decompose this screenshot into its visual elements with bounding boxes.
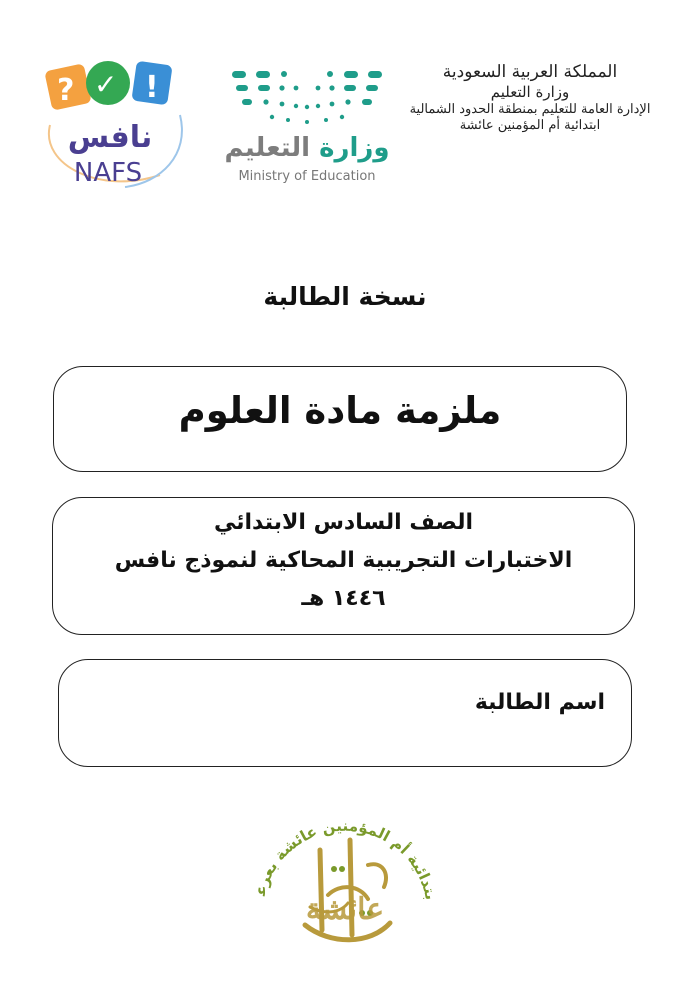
seal-center-text: عائشة xyxy=(305,892,385,927)
info-box xyxy=(52,497,635,635)
moe-dots-mark xyxy=(232,69,382,129)
main-title: ملزمة مادة العلوم xyxy=(178,389,502,432)
nafs-logo xyxy=(30,55,190,190)
moe-arabic-word-ministry: وزارة xyxy=(319,133,390,163)
seal-arc-text: بتدائية أم المؤمنين عائشة بعرع xyxy=(250,816,440,902)
year-line: ١٤٤٦ هـ xyxy=(301,586,386,611)
exam-line: الاختبارات التجريبية المحاكية لنموذج نافس xyxy=(114,548,573,573)
moe-logo xyxy=(222,65,392,190)
nafs-check-glyph: ✓ xyxy=(94,68,118,101)
nafs-exclaim-glyph: ! xyxy=(145,70,159,105)
moe-arabic-name xyxy=(222,133,392,163)
copy-title: نسخة الطالبة xyxy=(263,282,427,311)
title-box xyxy=(53,366,627,472)
nafs-question-glyph: ? xyxy=(57,73,75,108)
ministry-line: وزارة التعليم xyxy=(490,83,570,102)
grade-line: الصف السادس الابتدائي xyxy=(213,510,474,535)
student-name-label: اسم الطالبة xyxy=(474,690,605,715)
moe-english-name: Ministry of Education xyxy=(238,169,376,184)
nafs-latin: NAFS xyxy=(73,158,143,188)
kingdom-line: المملكة العربية السعودية xyxy=(442,62,618,82)
nafs-arabic: نافس xyxy=(67,120,153,155)
directorate-line: الإدارة العامة للتعليم بمنطقة الحدود الشمالية xyxy=(409,102,651,117)
school-seal xyxy=(250,795,440,955)
moe-arabic-word-education: التعليم xyxy=(224,133,311,163)
school-line: ابتدائية أم المؤمنين عائشة xyxy=(459,118,601,134)
student-name-box[interactable] xyxy=(58,659,632,767)
ministry-header-text xyxy=(405,62,655,135)
